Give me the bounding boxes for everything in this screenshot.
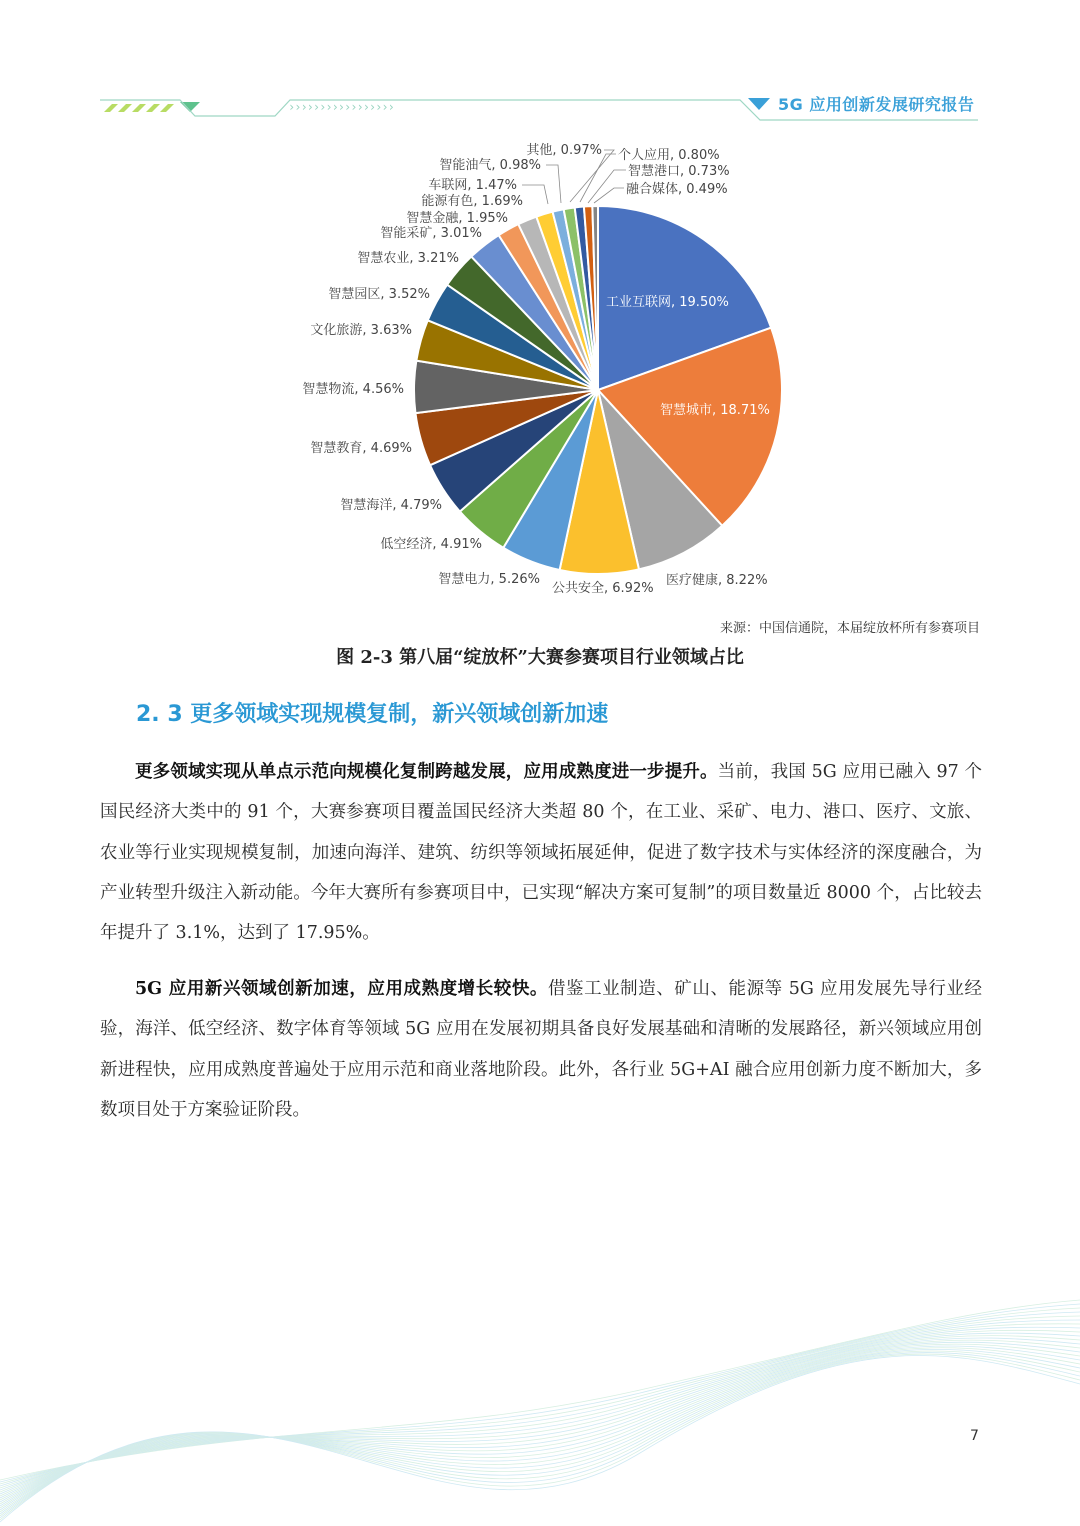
- pie-leader-line-20: [588, 170, 626, 203]
- pie-label-21: 融合媒体, 0.49%: [626, 182, 728, 197]
- pie-label-16: 车联网, 1.47%: [428, 178, 517, 193]
- paragraph-1: [100, 752, 982, 953]
- pie-label-1: 工业互联网, 19.50%: [606, 295, 729, 310]
- pie-label-10: 文化旅游, 3.63%: [310, 323, 412, 338]
- paragraph-2-lead: 5G 应用新兴领域创新加速，应用成熟度增长较快。: [135, 979, 548, 999]
- pie-label-9: 智慧物流, 4.56%: [302, 382, 404, 397]
- paragraph-1-body: 当前，我国 5G 应用已融入 97 个国民经济大类中的 91 个，大赛参赛项目覆盖国民经济大类超 80 个，在工业、采矿、电力、港口、医疗、文旅、农业等行业实现规模复制，加速向海洋、建筑、纺织等领域拓展延伸，促进了数字技术与实体经济的深度融合，为产业转型升级注入新动能。今年大赛所有参赛项目中，已实现“解决方案可复制”的项目数量近 8000 个，占比较去年提升了 3.1%，达到了 17.95%。: [100, 762, 982, 944]
- pie-label-3: 医疗健康, 8.22%: [666, 573, 768, 588]
- footer-wave-line: [0, 1304, 1080, 1482]
- footer-wave-line: [0, 1344, 1080, 1508]
- page-number: 7: [970, 1428, 979, 1444]
- figure-caption: 图 2-3 第八届“绽放杯”大赛参赛项目行业领域占比: [336, 647, 744, 668]
- footer-wave-line: [0, 1351, 1080, 1516]
- footer-wave-line: [0, 1324, 1080, 1492]
- pie-label-13: 智能采矿, 3.01%: [380, 226, 482, 241]
- pie-label-20: 智慧港口, 0.73%: [628, 164, 730, 179]
- report-title: 5G 应用创新发展研究报告: [778, 95, 975, 114]
- pie-label-11: 智慧园区, 3.52%: [328, 287, 430, 302]
- paragraph-2-body: 借鉴工业制造、矿山、能源等 5G 应用发展先导行业经验，海洋、低空经济、数字体育等领域 5G 应用在发展初期具备良好发展基础和清晰的发展路径，新兴领域应用创新进程快，应用成熟度普遍处于应用示范和商业落地阶段。此外，各行业 5G+AI 融合应用创新力度不断加大，多数项目处于方案验证阶段。: [100, 979, 982, 1120]
- pie-label-15: 能源有色, 1.69%: [421, 194, 523, 209]
- pie-label-2: 智慧城市, 18.71%: [660, 403, 770, 418]
- paragraph-2: [100, 969, 982, 1130]
- header-arrow-pattern: ›››››››››››››››››: [288, 100, 394, 114]
- industry-share-pie-chart: [0, 130, 1080, 610]
- footer-wave-line: [0, 1348, 1080, 1512]
- pie-leader-line-16: [522, 185, 548, 204]
- footer-wave-line: [0, 1336, 1080, 1500]
- pie-leader-line-19: [580, 154, 616, 202]
- footer-wave-line: [0, 1316, 1080, 1488]
- paragraph-1-lead: 更多领域实现从单点示范向规模化复制跨越发展，应用成熟度进一步提升。: [135, 762, 718, 782]
- chart-source-note: 来源：中国信通院，本届绽放杯所有参赛项目: [719, 621, 980, 636]
- pie-label-14: 智慧金融, 1.95%: [406, 211, 508, 226]
- pie-label-4: 公共安全, 6.92%: [552, 581, 654, 596]
- pie-label-7: 智慧海洋, 4.79%: [340, 498, 442, 513]
- pie-label-5: 智慧电力, 5.26%: [438, 572, 540, 587]
- footer-wave-line: [0, 1354, 1080, 1520]
- pie-label-8: 智慧教育, 4.69%: [310, 441, 412, 456]
- header-dash-marks: [104, 104, 174, 112]
- pie-label-19: 个人应用, 0.80%: [618, 148, 720, 163]
- pie-label-6: 低空经济, 4.91%: [380, 537, 482, 552]
- footer-wave-line: [0, 1340, 1080, 1504]
- pie-slices: [414, 206, 782, 574]
- pie-label-17: 智能油气, 0.98%: [439, 158, 541, 173]
- pie-label-18: 其他, 0.97%: [526, 143, 602, 158]
- header-blue-triangle: [748, 98, 770, 110]
- pie-leader-line-17: [546, 165, 561, 203]
- footer-wave-decoration: [0, 1280, 1080, 1526]
- section-heading: 2. 3 更多领域实现规模复制，新兴领域创新加速: [136, 702, 609, 727]
- pie-label-12: 智慧农业, 3.21%: [357, 251, 459, 266]
